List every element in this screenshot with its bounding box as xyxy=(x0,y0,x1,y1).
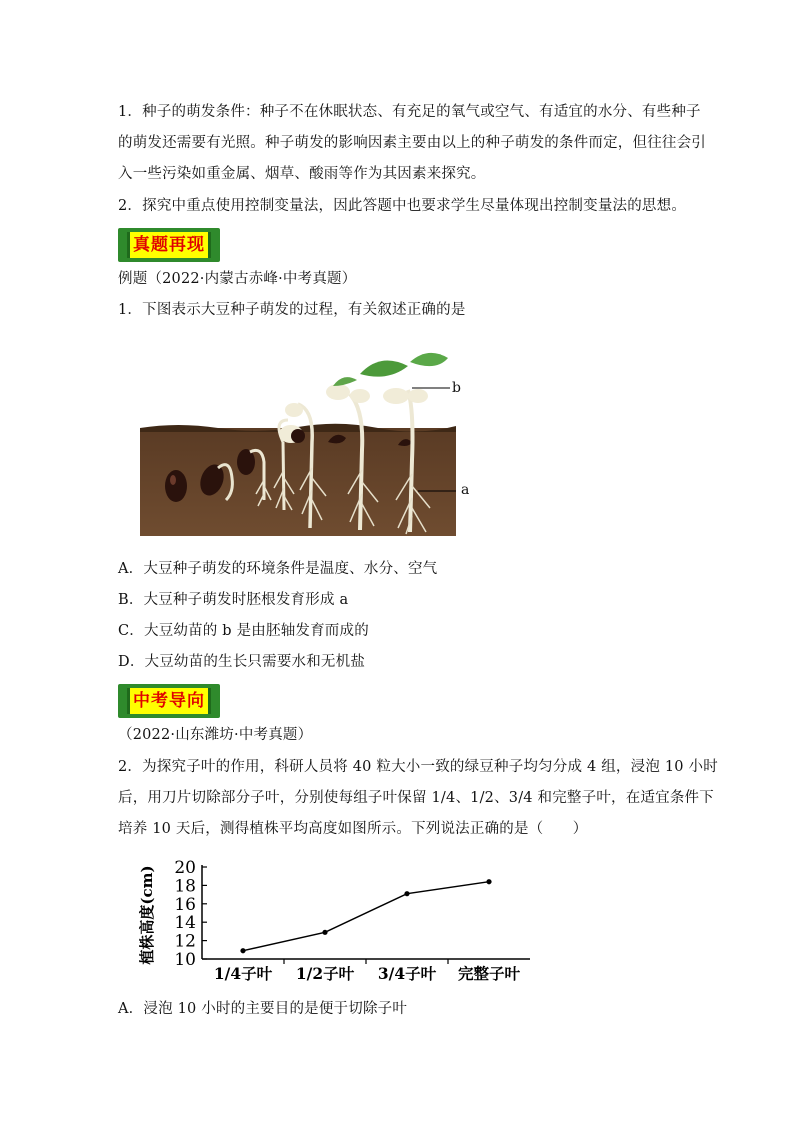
seedling-6-leaf xyxy=(333,377,357,386)
seedling-7-leaf-right xyxy=(410,353,448,366)
section-badge-zhongkao xyxy=(118,684,220,718)
question-2-line-3: 培养 10 天后，测得植株平均高度如图所示。下列说法正确的是（ ） xyxy=(118,821,588,837)
label-b: b xyxy=(452,380,461,396)
example-source: 例题（2022·内蒙古赤峰·中考真题） xyxy=(118,271,357,287)
question-2-line-1: 2．为探究子叶的作用，科研人员将 40 粒大小一致的绿豆种子均匀分成 4 组，浸泡 10 小时 xyxy=(118,759,718,775)
option-d: D．大豆幼苗的生长只需要水和无机盐 xyxy=(118,654,366,670)
seedling-7-leaf-left xyxy=(360,361,408,377)
seedling-7-cotyledon-right xyxy=(408,389,428,403)
data-point xyxy=(486,879,491,884)
y-tick-label: 20 xyxy=(174,858,196,878)
seedling-7-cotyledon-left xyxy=(383,388,409,404)
x-tick-label: 完整子叶 xyxy=(457,964,521,983)
seedling-4-coat xyxy=(291,429,305,443)
seed-1-highlight xyxy=(170,475,176,485)
badge-text: 中考导向 xyxy=(133,691,205,711)
intro-paragraph-1-line-3: 入一些污染如重金属、烟草、酸雨等作为其因素来探究。 xyxy=(118,166,486,182)
data-point xyxy=(322,930,327,935)
question-1-text: 1．下图表示大豆种子萌发的过程，有关叙述正确的是 xyxy=(118,302,466,318)
option-b: B．大豆种子萌发时胚根发育形成 a xyxy=(118,592,349,608)
height-line-chart xyxy=(130,855,540,985)
intro-paragraph-1-line-2: 的萌发还需要有光照。种子萌发的影响因素主要由以上的种子萌发的条件而定，但往往会引 xyxy=(118,135,706,151)
question-2-source: （2022·山东潍坊·中考真题） xyxy=(118,727,313,743)
y-tick-label: 16 xyxy=(174,894,196,915)
seedling-4-root xyxy=(283,442,284,510)
y-tick-label: 14 xyxy=(174,913,196,934)
question-2-option-a: A．浸泡 10 小时的主要目的是便于切除子叶 xyxy=(118,1001,408,1017)
x-tick-label: 1/2子叶 xyxy=(295,964,355,983)
x-tick-label: 1/4子叶 xyxy=(213,964,273,983)
option-c: C．大豆幼苗的 b 是由胚轴发育而成的 xyxy=(118,623,369,639)
y-tick-label: 12 xyxy=(174,931,196,952)
intro-paragraph-1-line-1: 1．种子的萌发条件：种子不在休眠状态、有充足的氧气或空气、有适宜的水分、有些种子 xyxy=(118,104,701,120)
x-tick-label: 3/4子叶 xyxy=(377,964,437,983)
y-axis-label: 植株高度(cm) xyxy=(138,865,156,965)
seedling-6-cotyledon-left xyxy=(326,384,350,400)
seedling-5-cotyledon xyxy=(285,403,303,417)
option-a: A．大豆种子萌发的环境条件是温度、水分、空气 xyxy=(118,561,438,577)
seed-1 xyxy=(165,470,187,502)
soybean-germination-figure xyxy=(138,350,478,540)
y-tick-label: 10 xyxy=(174,950,196,970)
series-line xyxy=(243,882,489,951)
intro-paragraph-2: 2．探究中重点使用控制变量法，因此答题中也要求学生尽量体现出控制变量法的思想。 xyxy=(118,198,687,214)
badge-text: 真题再现 xyxy=(133,235,205,255)
question-2-line-2: 后，用刀片切除部分子叶，分别使每组子叶保留 1/4、1/2、3/4 和完整子叶，在适宜条件下 xyxy=(118,790,714,806)
label-a: a xyxy=(461,482,470,498)
data-point xyxy=(404,891,409,896)
seedling-6-cotyledon-right xyxy=(350,389,370,403)
seed-3 xyxy=(237,449,255,475)
section-badge-zhenti xyxy=(118,228,220,262)
data-point xyxy=(240,948,245,953)
y-tick-label: 18 xyxy=(174,876,196,897)
